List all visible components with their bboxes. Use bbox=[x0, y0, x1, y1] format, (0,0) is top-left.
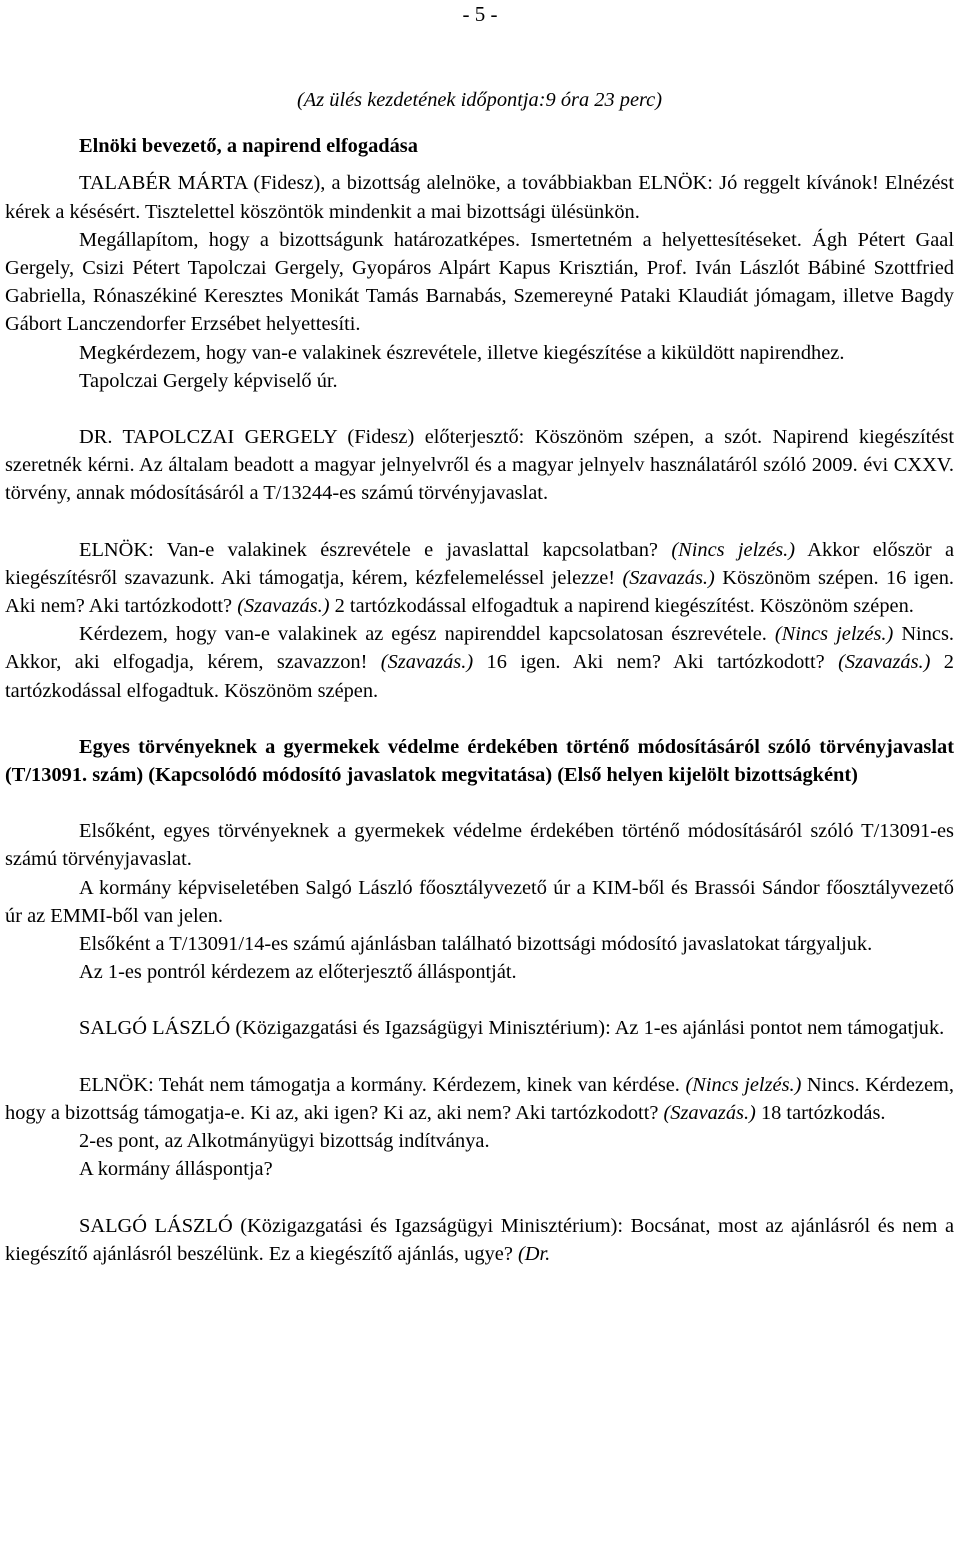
paragraph-government-position-question: A kormány álláspontja? bbox=[79, 1158, 273, 1181]
section-title-intro: Elnöki bevezető, a napirend elfogadása bbox=[79, 135, 418, 158]
paragraph-amendments: Elsőként a T/13091/14-es számú ajánlásban található bizottsági módosító javaslatokat tárgyaljuk. bbox=[79, 933, 873, 956]
paragraph-chair-vote-supplement: ELNÖK: Van-e valakinek észrevétele e javaslattal kapcsolatban? (Nincs jelzés.) Akkor először a kiegészítésről szavazunk. Aki támogatja, kérem, kézfelemeléssel jelezze! (Szavazás.) Köszönöm szépen. 16 igen. Aki nem? Aki tartózkodott? (Szavazás.) 2 tartózkodással elfogadtuk a napirend kiegészítést. Köszönöm szépen. bbox=[5, 538, 954, 618]
paragraph-chair-vote-point-one: ELNÖK: Tehát nem támogatja a kormány. Kérdezem, kinek van kérdése. (Nincs jelzés.) Nincs. Kérdezem, hogy a bizottság támogatja-e. Ki az, aki igen? Ki az, aki nem? Aki tartózkodott? (Szavazás.) 18 tartózkodás. bbox=[5, 1073, 954, 1124]
page-number: - 5 - bbox=[462, 2, 498, 26]
paragraph-government-representatives: A kormány képviseletében Salgó László főosztályvezető úr a KIM-ből és Brassói Sándor főosztályvezető úr az EMMI-ből van jelen. bbox=[5, 876, 954, 927]
paragraph-point-one-question: Az 1-es pontról kérdezem az előterjesztő álláspontját. bbox=[79, 961, 517, 984]
document-body bbox=[5, 86, 954, 1268]
session-start-time: (Az ülés kezdetének időpontja:9 óra 23 perc) bbox=[296, 89, 663, 111]
paragraph-first-bill: Elsőként, egyes törvényeknek a gyermekek védelme érdekében történő módosításáról szóló T/13091-es számú törvényjavaslat. bbox=[5, 820, 954, 871]
paragraph-substitutions: Megállapítom, hogy a bizottságunk határozatképes. Ismertetném a helyettesítéseket. Ágh Pétert Gaal Gergely, Csizi Pétert Tapolczai Gergely, Gyopáros Alpárt Kapus Krisztián, Prof. Iván Lászlót Bábiné Szottfried Gabriella, Rónaszékiné Keresztes Monikát Tamás Barnabás, Szemereyné Pataki Klaudiát jómagam, illetve Bagdy Gábort Lanczendorfer Erzsébet helyettesíti. bbox=[5, 228, 954, 336]
paragraph-chair-vote-agenda: Kérdezem, hogy van-e valakinek az egész napirenddel kapcsolatosan észrevétele. (Nincs jelzés.) Nincs. Akkor, aki elfogadja, kérem, szavazzon! (Szavazás.) 16 igen. Aki nem? Aki tartózkodott? (Szavazás.) 2 tartózkodással elfogadtuk. Köszönöm szépen. bbox=[5, 623, 954, 702]
paragraph-salgo-response-1: SALGÓ LÁSZLÓ (Közigazgatási és Igazságügyi Minisztérium): Az 1-es ajánlási pontot nem támogatjuk. bbox=[79, 1017, 945, 1040]
paragraph-agenda-question: Megkérdezem, hogy van-e valakinek észrevétele, illetve kiegészítése a kiküldött napirendhez. bbox=[79, 341, 845, 364]
paragraph-salgo-response-2: SALGÓ LÁSZLÓ (Közigazgatási és Igazságügyi Minisztérium): Bocsánat, most az ajánlásról és nem a kiegészítő ajánlásról beszélünk. Ez a kiegészítő ajánlás, ugye? (Dr. bbox=[5, 1214, 954, 1265]
paragraph-give-floor: Tapolczai Gergely képviselő úr. bbox=[79, 369, 338, 392]
section-title-child-protection: Egyes törvényeknek a gyermekek védelme érdekében történő módosításáról szóló törvényjavaslat (T/13091. szám) (Kapcsolódó módosító javaslatok megvitatása) (Első helyen kijelölt bizottságként) bbox=[5, 735, 954, 787]
paragraph-tapolczai: DR. TAPOLCZAI GERGELY (Fidesz) előterjesztő: Köszönöm szépen, a szót. Napirend kiegészítést szeretnék kérni. Az általam beadott a magyar jelnyelvről és a magyar jelnyelv használatáról szóló 2009. évi CXXV. törvény, annak módosításáról a T/13244-es számú törvényjavaslat. bbox=[5, 426, 954, 505]
paragraph-chair-opening: TALABÉR MÁRTA (Fidesz), a bizottság alelnöke, a továbbiakban ELNÖK: Jó reggelt kívánok! Elnézést kérek a késésért. Tisztelettel köszöntök mindenkit a mai bizottsági ülésünkön. bbox=[5, 172, 954, 223]
paragraph-point-two: 2-es pont, az Alkotmányügyi bizottság indítványa. bbox=[79, 1130, 490, 1153]
